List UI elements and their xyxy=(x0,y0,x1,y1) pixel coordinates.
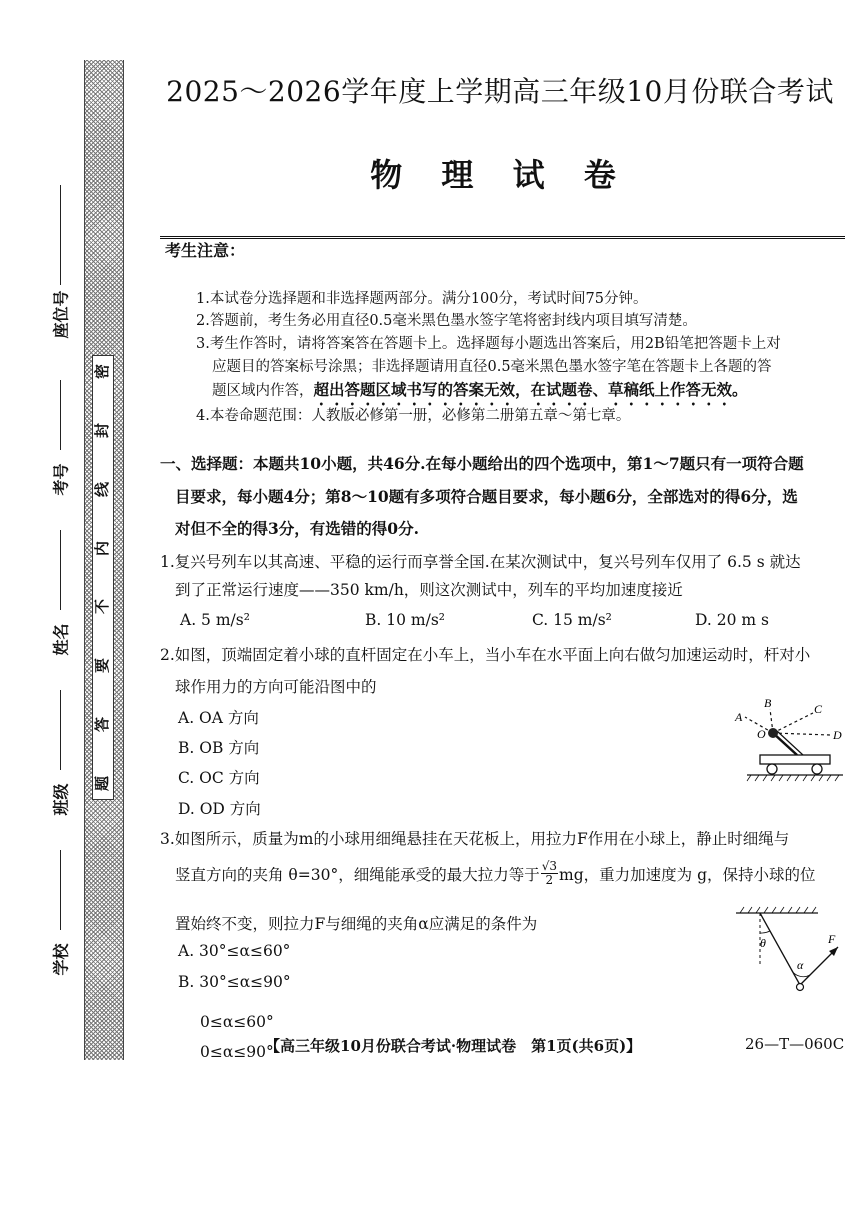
seal-char: 要 xyxy=(93,658,112,674)
section-intro: 一、选择题：本题共10小题，共46分.在每小题给出的四个选项中，第1～7题只有一项符合题 xyxy=(160,454,804,473)
option-c: C. OC 方向 xyxy=(178,769,260,787)
question-3-stem: 3.如图所示，质量为m的小球用细绳悬挂在天花板上，用拉力F作用在小球上，静止时细绳与 xyxy=(160,830,790,848)
option-a: A. 5 m/s² xyxy=(180,611,250,629)
field-school[interactable] xyxy=(40,850,80,989)
seal-char: 密 xyxy=(93,363,112,380)
option-b: B. 30°≤α≤90° xyxy=(178,973,291,991)
label-o: O xyxy=(757,727,766,741)
emphasized-warning: 超出答题区域书写的答案无效，在试题卷、草稿纸上作答无效。 xyxy=(313,380,748,399)
notice-item: 应题目的答案标号涂黑；非选择题请用直径0.5毫米黑色墨水签字笔在答题卡上各题的答 xyxy=(212,359,772,375)
question-3-stem: 置始终不变，则拉力F与细绳的夹角α应满足的条件为 xyxy=(175,915,538,933)
label-f: F xyxy=(828,932,836,946)
question-3-stem xyxy=(175,860,816,887)
question-1-stem: 到了正常运行速度——350 km/h，则这次测试中，列车的平均加速度接近 xyxy=(175,581,683,599)
cart-rod-diagram xyxy=(725,695,855,785)
option-d: 0≤α≤90° xyxy=(200,1043,274,1061)
page-footer: 【高三年级10月份联合考试·物理试卷 第1页(共6页)】 xyxy=(265,1037,642,1055)
fraction-denominator: 2 xyxy=(545,873,554,887)
notice-item: 2.答题前，考生务必用直径0.5毫米黑色墨水签字笔将密封线内项目填写清楚。 xyxy=(196,313,697,329)
field-label: 学校 xyxy=(51,943,71,976)
option-d: D. OD 方向 xyxy=(178,800,261,818)
seal-line-notice xyxy=(92,355,114,800)
option-c: C. 15 m/s² xyxy=(532,611,612,629)
field-label: 班级 xyxy=(51,783,71,816)
seal-char: 答 xyxy=(93,717,112,733)
label-c: C xyxy=(814,702,823,716)
option-b: B. 10 m/s² xyxy=(365,611,445,629)
seal-char: 内 xyxy=(93,540,112,556)
fraction-numerator: √3 xyxy=(541,859,558,873)
label-theta: θ xyxy=(760,936,766,950)
seal-char: 题 xyxy=(93,775,112,791)
section-intro: 对但不全的得3分，有选错的得0分. xyxy=(175,519,419,538)
seal-char: 封 xyxy=(93,422,112,438)
option-a: A. 30°≤α≤60° xyxy=(178,942,291,960)
notice-heading: 考生注意： xyxy=(165,241,246,260)
question-2-stem: 2.如图，顶端固定着小球的直杆固定在小车上，当小车在水平面上向右做匀加速运动时，杆对小 xyxy=(160,646,811,664)
label-b: B xyxy=(764,696,772,710)
option-d: D. 20 m s xyxy=(695,611,769,629)
seal-char: 不 xyxy=(93,599,112,615)
field-class[interactable] xyxy=(40,690,80,829)
notice-text: 题区域内作答， xyxy=(212,383,314,399)
notice-item: 3.考生作答时，请将答案答在答题卡上。选择题每小题选出答案后，用2B铅笔把答题卡上对 xyxy=(196,336,781,352)
field-seat-number[interactable] xyxy=(40,185,80,344)
option-a: A. OA 方向 xyxy=(178,709,259,727)
stem-text: 竖直方向的夹角 θ=30°，细绳能承受的最大拉力等于 xyxy=(175,865,540,884)
option-b: B. OB 方向 xyxy=(178,739,260,757)
label-alpha: α xyxy=(797,958,804,972)
exam-title: 2025～2026学年度上学期高三年级10月份联合考试 xyxy=(166,75,834,108)
stem-text: mg，重力加速度为 g，保持小球的位 xyxy=(559,865,816,884)
label-d: D xyxy=(833,728,842,742)
field-exam-number[interactable] xyxy=(40,380,80,509)
field-label: 考号 xyxy=(51,463,71,496)
question-1-stem: 1.复兴号列车以其高速、平稳的运行而享誉全国.在某次测试中，复兴号列车仅用了 6.5 s 就达 xyxy=(160,553,801,571)
field-name[interactable] xyxy=(40,530,80,669)
question-2-stem: 球作用力的方向可能沿图中的 xyxy=(175,678,377,696)
notice-item: 1.本试卷分选择题和非选择题两部分。满分100分，考试时间75分钟。 xyxy=(196,291,648,307)
seal-char: 线 xyxy=(93,481,112,497)
hanging-ball-diagram xyxy=(730,905,850,1000)
label-a: A xyxy=(735,710,743,724)
field-label: 姓名 xyxy=(51,623,71,656)
paper-subtitle: 物 理 试 卷 xyxy=(370,156,630,194)
divider xyxy=(160,236,845,239)
section-intro: 目要求，每小题4分；第8～10题有多项符合题目要求，每小题6分，全部选对的得6分，选 xyxy=(175,487,798,506)
option-c: 0≤α≤60° xyxy=(200,1013,274,1031)
paper-code: 26—T—060C xyxy=(745,1035,845,1053)
field-label: 座位号 xyxy=(51,290,71,339)
notice-item: 4.本卷命题范围：人教版必修第一册，必修第二册第五章～第七章。 xyxy=(196,408,631,424)
fraction xyxy=(541,860,558,887)
